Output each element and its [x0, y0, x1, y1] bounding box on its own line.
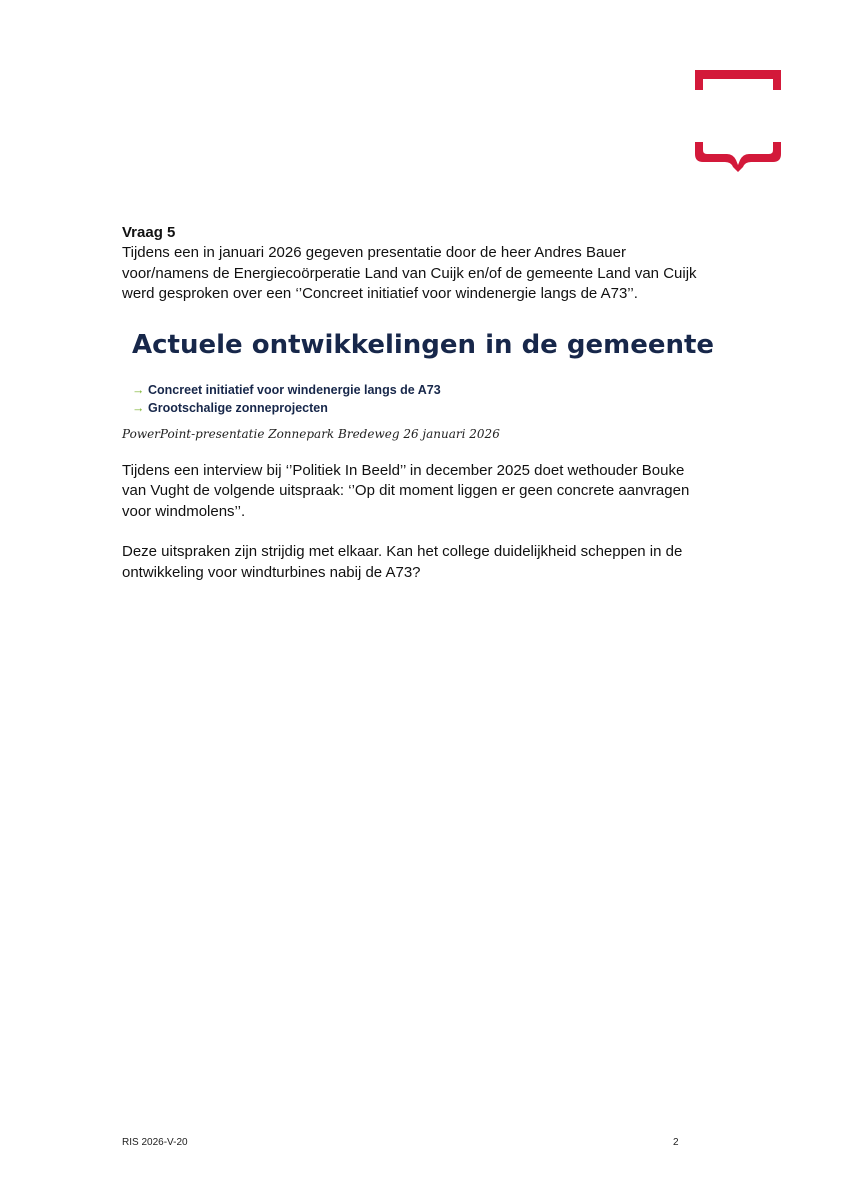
question-intro: Tijdens een in januari 2026 gegeven presentatie door de heer Andres Bauer voor/namens de Energiecoörperatie Land van Cuijk en/of de gemeente Land van Cuijk werd gesproken over een ‘’Concreet initiatief voor windenergie langs de A73’’. — [122, 244, 697, 302]
question-heading: Vraag 5 — [122, 224, 176, 241]
slide-bullet — [132, 399, 682, 417]
slide-bullet-text: Concreet initiatief voor windenergie langs de A73 — [148, 382, 441, 397]
slide-title: Actuele ontwikkelingen in de gemeente — [132, 329, 715, 360]
slide-bullet-text: Grootschalige zonneprojecten — [148, 400, 328, 415]
logo-bottom-bracket — [695, 142, 781, 172]
arrow-right-icon: → — [132, 400, 145, 415]
document-body — [122, 222, 715, 583]
logo-top-bracket — [695, 70, 781, 90]
slide-caption: PowerPoint-presentatie Zonnepark Bredeweg 26 januari 2026 — [122, 426, 500, 441]
slide-excerpt — [122, 323, 715, 417]
municipality-logo-icon — [693, 68, 783, 174]
slide-bullet-list — [132, 381, 682, 417]
page-number: 2 — [673, 1137, 679, 1148]
slide-bullet — [132, 381, 682, 399]
arrow-right-icon: → — [132, 382, 145, 397]
conclusion-paragraph: Deze uitspraken zijn strijdig met elkaar. Kan het college duidelijkheid scheppen in de ontwikkeling voor windturbines nabij de A73? — [122, 543, 683, 581]
interview-paragraph: Tijdens een interview bij ‘’Politiek In Beeld’’ in december 2025 doet wethouder Bouke van Vught de volgende uitspraak: ‘’Op dit moment liggen er geen concrete aanvragen voor windmolens’’. — [122, 461, 690, 520]
footer-reference: RIS 2026-V-20 — [122, 1137, 188, 1148]
